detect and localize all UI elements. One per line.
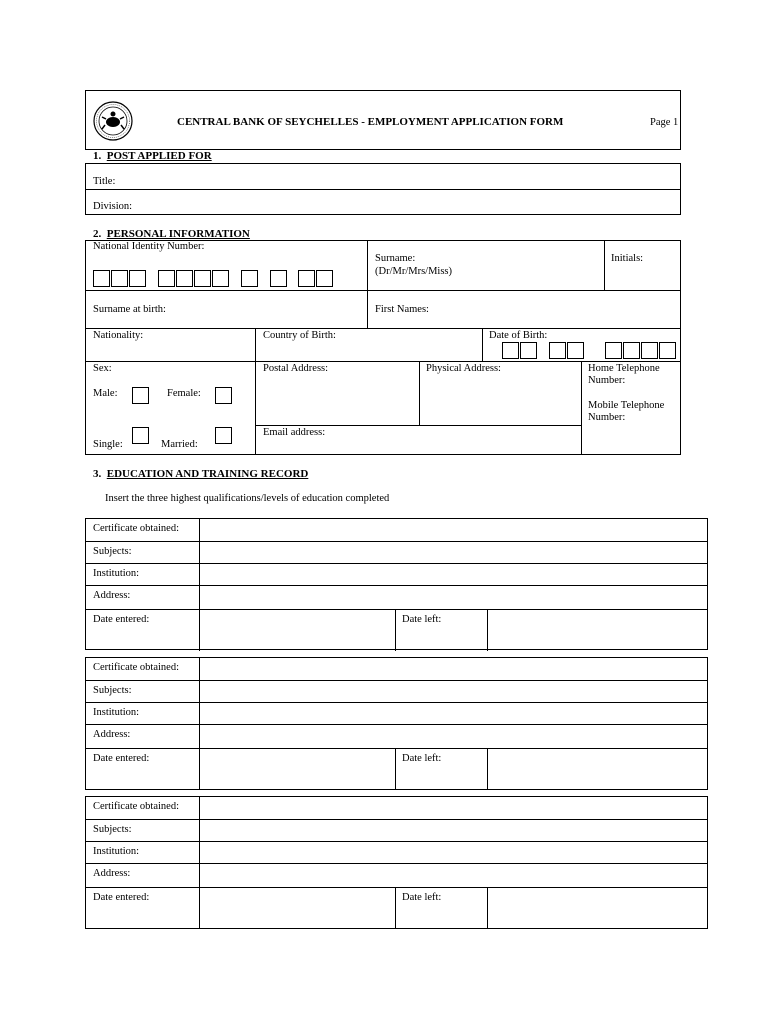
- sex-label: Sex:: [93, 363, 112, 374]
- section-2-heading: 2. PERSONAL INFORMATION: [93, 228, 250, 240]
- physical-address-label: Physical Address:: [426, 363, 501, 374]
- section-1-heading: 1. POST APPLIED FOR: [93, 150, 212, 162]
- mobile-telephone-label: Mobile Telephone Number:: [588, 400, 665, 423]
- home-telephone-label: Home Telephone Number:: [588, 363, 660, 386]
- certificate-label: Certificate obtained:: [93, 801, 180, 812]
- certificate-label: Certificate obtained:: [93, 662, 180, 673]
- surname-field[interactable]: [470, 244, 600, 288]
- address-label: Address:: [93, 868, 131, 879]
- date-left-label: Date left:: [402, 753, 442, 764]
- date-entered-field[interactable]: [201, 888, 393, 928]
- subjects-field[interactable]: [201, 681, 706, 701]
- education-instruction: Insert the three highest qualifications/levels of education completed: [105, 493, 390, 504]
- date-left-field[interactable]: [489, 610, 706, 650]
- date-entered-label: Date entered:: [93, 614, 150, 625]
- address-field[interactable]: [201, 725, 706, 747]
- dob-cell[interactable]: [502, 342, 519, 359]
- married-checkbox[interactable]: [215, 427, 232, 444]
- date-left-label: Date left:: [402, 892, 442, 903]
- initials-field[interactable]: [606, 268, 678, 288]
- form-title: CENTRAL BANK OF SEYCHELLES - EMPLOYMENT APPLICATION FORM: [177, 116, 564, 128]
- female-label: Female:: [167, 388, 201, 399]
- married-label: Married:: [161, 439, 198, 450]
- dob-cell[interactable]: [549, 342, 566, 359]
- nin-cell[interactable]: [241, 270, 258, 287]
- nin-cell[interactable]: [176, 270, 193, 287]
- date-entered-label: Date entered:: [93, 892, 150, 903]
- national-id-label: National Identity Number:: [93, 241, 205, 252]
- dob-cell[interactable]: [567, 342, 584, 359]
- certificate-label: Certificate obtained:: [93, 523, 180, 534]
- institution-field[interactable]: [201, 842, 706, 862]
- bank-seal-icon: [92, 100, 134, 142]
- date-left-field[interactable]: [489, 888, 706, 928]
- subjects-label: Subjects:: [93, 546, 132, 557]
- nin-cell[interactable]: [158, 270, 175, 287]
- date-left-field[interactable]: [489, 749, 706, 789]
- surname-label: Surname:: [375, 253, 416, 264]
- dob-cell[interactable]: [641, 342, 658, 359]
- section-3-heading: 3. EDUCATION AND TRAINING RECORD: [93, 468, 309, 480]
- nin-cell[interactable]: [298, 270, 315, 287]
- date-of-birth-label: Date of Birth:: [489, 330, 548, 341]
- certificate-field[interactable]: [201, 658, 706, 679]
- dob-cell[interactable]: [520, 342, 537, 359]
- dob-cell[interactable]: [659, 342, 676, 359]
- date-entered-field[interactable]: [201, 749, 393, 789]
- institution-label: Institution:: [93, 568, 140, 579]
- initials-label: Initials:: [611, 253, 644, 264]
- female-checkbox[interactable]: [215, 387, 232, 404]
- single-label: Single:: [93, 439, 123, 450]
- institution-field[interactable]: [201, 564, 706, 584]
- address-label: Address:: [93, 729, 131, 740]
- date-entered-label: Date entered:: [93, 753, 150, 764]
- surname-sublabel: (Dr/Mr/Mrs/Miss): [375, 266, 453, 277]
- first-names-label: First Names:: [375, 304, 429, 315]
- postal-address-label: Postal Address:: [263, 363, 329, 374]
- dob-cell[interactable]: [623, 342, 640, 359]
- division-field[interactable]: [140, 191, 678, 213]
- date-entered-field[interactable]: [201, 610, 393, 650]
- page-number: Page 1: [650, 117, 679, 128]
- institution-field[interactable]: [201, 703, 706, 723]
- nin-cell[interactable]: [270, 270, 287, 287]
- male-checkbox[interactable]: [132, 387, 149, 404]
- institution-label: Institution:: [93, 846, 140, 857]
- email-address-label: Email address:: [263, 427, 326, 438]
- physical-address-field[interactable]: [422, 377, 578, 423]
- title-field[interactable]: [130, 165, 678, 188]
- nin-cell[interactable]: [212, 270, 229, 287]
- nationality-label: Nationality:: [93, 330, 144, 341]
- subjects-field[interactable]: [201, 820, 706, 840]
- nin-cell[interactable]: [93, 270, 110, 287]
- division-label: Division:: [93, 201, 133, 212]
- surname-at-birth-field[interactable]: [180, 293, 364, 326]
- institution-label: Institution:: [93, 707, 140, 718]
- certificate-field[interactable]: [201, 519, 706, 540]
- email-address-field[interactable]: [340, 427, 578, 453]
- subjects-field[interactable]: [201, 542, 706, 562]
- country-of-birth-field[interactable]: [258, 343, 479, 359]
- postal-address-field[interactable]: [258, 377, 416, 423]
- surname-at-birth-label: Surname at birth:: [93, 304, 166, 315]
- date-left-label: Date left:: [402, 614, 442, 625]
- nin-cell[interactable]: [129, 270, 146, 287]
- certificate-field[interactable]: [201, 797, 706, 818]
- nin-cell[interactable]: [316, 270, 333, 287]
- nationality-field[interactable]: [88, 343, 252, 359]
- nin-cell[interactable]: [194, 270, 211, 287]
- subjects-label: Subjects:: [93, 824, 132, 835]
- address-field[interactable]: [201, 586, 706, 608]
- title-label: Title:: [93, 176, 116, 187]
- country-of-birth-label: Country of Birth:: [263, 330, 336, 341]
- address-field[interactable]: [201, 864, 706, 886]
- male-label: Male:: [93, 388, 118, 399]
- address-label: Address:: [93, 590, 131, 601]
- dob-cell[interactable]: [605, 342, 622, 359]
- subjects-label: Subjects:: [93, 685, 132, 696]
- first-names-field[interactable]: [440, 293, 678, 326]
- single-checkbox[interactable]: [132, 427, 149, 444]
- nin-cell[interactable]: [111, 270, 128, 287]
